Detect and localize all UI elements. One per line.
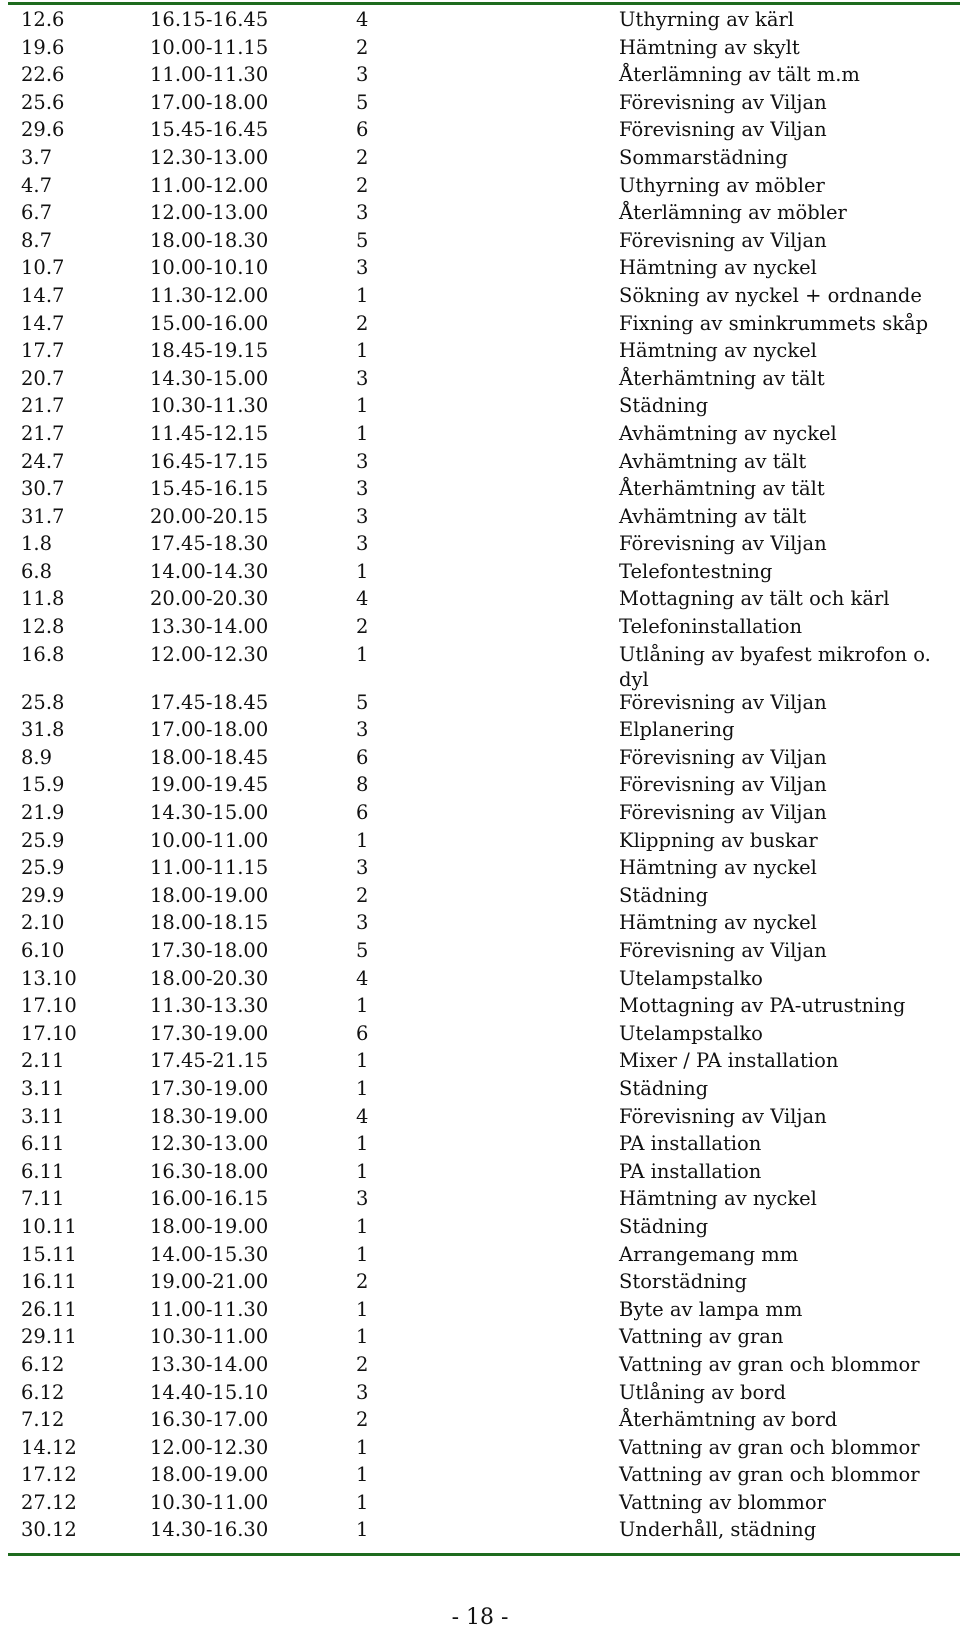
row-count: 1 [356,1435,369,1459]
row-time: 14.40-15.10 [150,1380,269,1404]
row-description: Avhämtning av nyckel [619,421,837,445]
table-row [0,61,960,89]
row-date: 24.7 [21,449,65,473]
row-date: 2.11 [21,1049,65,1073]
row-count: 4 [356,966,369,990]
row-description: Återhämtning av tält [619,366,825,390]
row-description: Avhämtning av tält [619,504,807,528]
row-description: Telefontestning [619,559,773,583]
row-description: Städning [619,883,709,907]
row-count: 1 [356,1518,369,1542]
row-description: Förevisning av Viljan [619,228,827,252]
row-count: 2 [356,145,369,169]
row-count: 8 [356,773,369,797]
row-count: 1 [356,421,369,445]
row-date: 14.7 [21,311,65,335]
table-row [0,1268,960,1296]
row-date: 7.12 [21,1408,65,1432]
row-date: 26.11 [21,1297,77,1321]
row-count: 3 [356,449,369,473]
table-row [0,965,960,993]
table-row [0,116,960,144]
row-description: Sökning av nyckel + ordnande [619,283,922,307]
row-date: 6.12 [21,1380,65,1404]
row-count: 1 [356,1490,369,1514]
row-count: 6 [356,745,369,769]
row-count: 1 [356,994,369,1018]
row-date: 3.7 [21,145,53,169]
row-time: 18.30-19.00 [150,1104,269,1128]
top-rule [8,2,960,5]
table-row [0,282,960,310]
row-description: Återhämtning av tält [619,477,825,501]
row-count: 4 [356,1104,369,1128]
row-time: 16.15-16.45 [150,8,269,31]
row-count: 6 [356,801,369,825]
row-count: 3 [356,63,369,87]
row-count: 3 [356,366,369,390]
row-count: 5 [356,228,369,252]
row-time: 16.30-17.00 [150,1408,269,1432]
row-time: 18.45-19.15 [150,339,269,363]
row-date: 29.9 [21,883,65,907]
row-count: 1 [356,1132,369,1156]
table-row [0,89,960,117]
row-time: 10.30-11.00 [150,1490,269,1514]
table-row [0,689,960,717]
table-row [0,882,960,910]
row-count: 1 [356,642,369,666]
row-description: Arrangemang mm [619,1242,799,1266]
row-date: 31.8 [21,718,65,742]
row-count: 5 [356,939,369,962]
row-time: 18.00-18.15 [150,911,269,935]
row-date: 17.10 [21,1021,77,1045]
row-time: 14.30-15.00 [150,801,269,825]
row-time: 15.00-16.00 [150,311,269,335]
row-time: 18.00-18.45 [150,745,269,769]
row-date: 25.8 [21,690,65,714]
row-count: 2 [356,1408,369,1432]
table-row [0,1323,960,1351]
row-date: 6.7 [21,201,53,225]
row-time: 18.00-19.00 [150,1214,269,1238]
row-date: 21.7 [21,394,65,418]
row-count: 2 [356,35,369,59]
row-count: 1 [356,1159,369,1183]
row-description: Förevisning av Viljan [619,1104,827,1128]
table-row [0,1130,960,1158]
row-date: 20.7 [21,366,65,390]
row-count: 3 [356,256,369,280]
table-row [0,854,960,882]
table-row [0,827,960,855]
row-time: 12.30-13.00 [150,145,269,169]
row-time: 11.00-11.30 [150,1297,269,1321]
row-description: Förevisning av Viljan [619,532,827,556]
row-description: Återhämtning av bord [619,1408,838,1432]
table-row [0,392,960,420]
row-time: 17.30-19.00 [150,1076,269,1100]
row-description: Avhämtning av tält [619,449,807,473]
row-date: 2.10 [21,911,65,935]
row-description: Mixer / PA installation [619,1049,839,1073]
row-description: Vattning av gran och blommor [619,1352,920,1376]
row-date: 27.12 [21,1490,77,1514]
row-time: 17.30-19.00 [150,1021,269,1045]
row-time: 11.30-12.00 [150,283,269,307]
row-date: 7.11 [21,1187,65,1211]
row-date: 31.7 [21,504,65,528]
row-description: Förevisning av Viljan [619,90,827,114]
row-date: 16.8 [21,642,65,666]
table-row [0,1379,960,1407]
row-description: Förevisning av Viljan [619,745,827,769]
table-row [0,1461,960,1489]
row-count: 3 [356,911,369,935]
row-time: 13.30-14.00 [150,615,269,639]
row-time: 15.45-16.15 [150,477,269,501]
row-description: Städning [619,1214,709,1238]
row-date: 8.9 [21,745,53,769]
row-date: 17.10 [21,994,77,1018]
row-description: Förevisning av Viljan [619,939,827,962]
row-date: 21.7 [21,421,65,445]
table-row [0,1489,960,1517]
row-time: 20.00-20.30 [150,587,269,611]
row-description: Vattning av gran [619,1325,784,1349]
row-time: 17.45-18.45 [150,690,269,714]
row-time: 12.00-12.30 [150,642,269,666]
row-count: 1 [356,339,369,363]
row-description: Hämtning av nyckel [619,339,817,363]
row-description: Fixning av sminkrummets skåp [619,311,929,335]
table-row [0,1213,960,1241]
row-time: 14.30-16.30 [150,1518,269,1542]
row-description: Förevisning av Viljan [619,801,827,825]
row-count: 1 [356,1214,369,1238]
row-description: PA installation [619,1159,762,1183]
table-row [0,909,960,937]
row-time: 12.00-13.00 [150,201,269,225]
row-time: 12.30-13.00 [150,1132,269,1156]
row-date: 30.12 [21,1518,77,1542]
table-row [0,475,960,503]
table-row [0,337,960,365]
table-row [0,1406,960,1434]
row-description: Mottagning av tält och kärl [619,587,890,611]
row-description: Hämtning av nyckel [619,911,817,935]
row-description: Vattning av gran och blommor [619,1435,920,1459]
table-row [0,1516,960,1544]
row-description: Förevisning av Viljan [619,690,827,714]
row-count: 3 [356,201,369,225]
table-row [0,227,960,255]
row-date: 10.11 [21,1214,77,1238]
row-date: 15.9 [21,773,65,797]
row-date: 16.11 [21,1270,77,1294]
row-time: 16.00-16.15 [150,1187,269,1211]
table-row [0,799,960,827]
row-count: 1 [356,1242,369,1266]
row-date: 17.7 [21,339,65,363]
row-time: 17.00-18.00 [150,718,269,742]
row-count: 5 [356,90,369,114]
row-description: Städning [619,1076,709,1100]
table-row [0,1296,960,1324]
table-row [0,1103,960,1131]
row-description: Telefoninstallation [619,615,803,639]
row-count: 3 [356,1380,369,1404]
row-time: 16.45-17.15 [150,449,269,473]
row-count: 1 [356,283,369,307]
table-row [0,1047,960,1075]
table-row [0,1434,960,1462]
table-row [0,641,960,689]
row-description: Städning [619,394,709,418]
row-count: 3 [356,504,369,528]
table-row [0,716,960,744]
row-description: Uthyrning av möbler [619,173,825,197]
row-time: 17.00-18.00 [150,90,269,114]
row-time: 17.45-18.30 [150,532,269,556]
table-row [0,1241,960,1269]
row-description: Återlämning av tält m.m [619,63,860,87]
row-date: 6.12 [21,1352,65,1376]
row-time: 18.00-18.30 [150,228,269,252]
table-row [0,937,960,965]
row-description: Sommarstädning [619,145,788,169]
row-description: Vattning av gran och blommor [619,1463,920,1487]
row-date: 8.7 [21,228,53,252]
row-description: Utelampstalko [619,966,763,990]
row-time: 17.45-21.15 [150,1049,269,1073]
table-row [0,199,960,227]
row-count: 2 [356,615,369,639]
row-date: 25.9 [21,856,65,880]
row-time: 19.00-19.45 [150,773,269,797]
bottom-rule [8,1553,960,1556]
table-row [0,503,960,531]
row-description: Klippning av buskar [619,828,818,852]
row-count: 3 [356,532,369,556]
row-date: 4.7 [21,173,53,197]
table-row [0,6,960,34]
row-count: 4 [356,587,369,611]
row-date: 12.6 [21,8,65,31]
row-description: Hämtning av nyckel [619,1187,817,1211]
row-count: 2 [356,173,369,197]
row-description: Utlåning av byafest mikrofon o. dyl [619,642,931,691]
row-date: 15.11 [21,1242,77,1266]
row-date: 25.9 [21,828,65,852]
row-description: Byte av lampa mm [619,1297,803,1321]
row-date: 6.11 [21,1159,65,1183]
row-date: 10.7 [21,256,65,280]
row-time: 12.00-12.30 [150,1435,269,1459]
row-time: 20.00-20.15 [150,504,269,528]
row-description: Underhåll, städning [619,1518,817,1542]
table-row [0,1075,960,1103]
row-time: 10.30-11.00 [150,1325,269,1349]
row-description: Mottagning av PA-utrustning [619,994,906,1018]
page-number: - 18 - [451,1605,509,1630]
table-row [0,34,960,62]
row-time: 18.00-19.00 [150,883,269,907]
row-date: 25.6 [21,90,65,114]
row-description: Elplanering [619,718,735,742]
table-row [0,448,960,476]
row-time: 14.30-15.00 [150,366,269,390]
row-description: Förevisning av Viljan [619,773,827,797]
row-count: 2 [356,1270,369,1294]
row-count: 1 [356,1049,369,1073]
row-description: Förevisning av Viljan [619,118,827,142]
row-count: 5 [356,690,369,714]
row-time: 11.00-11.30 [150,63,269,87]
table-row [0,585,960,613]
row-time: 10.00-10.10 [150,256,269,280]
table-row [0,613,960,641]
row-time: 11.00-12.00 [150,173,269,197]
row-description: Hämtning av skylt [619,35,800,59]
row-count: 1 [356,1076,369,1100]
row-time: 11.45-12.15 [150,421,269,445]
table-row [0,992,960,1020]
row-date: 12.8 [21,615,65,639]
table-row [0,254,960,282]
row-time: 15.45-16.45 [150,118,269,142]
row-date: 22.6 [21,63,65,87]
row-date: 19.6 [21,35,65,59]
table-row [0,144,960,172]
row-time: 10.00-11.00 [150,828,269,852]
row-date: 21.9 [21,801,65,825]
row-time: 18.00-19.00 [150,1463,269,1487]
table-row [0,771,960,799]
table-row [0,172,960,200]
row-date: 14.12 [21,1435,77,1459]
row-time: 17.30-18.00 [150,939,269,962]
row-count: 1 [356,1297,369,1321]
row-date: 3.11 [21,1104,65,1128]
row-date: 17.12 [21,1463,77,1487]
row-description: Hämtning av nyckel [619,256,817,280]
row-count: 3 [356,718,369,742]
table-row [0,1158,960,1186]
table-row [0,420,960,448]
row-count: 3 [356,856,369,880]
row-count: 1 [356,1463,369,1487]
row-time: 14.00-15.30 [150,1242,269,1266]
row-time: 19.00-21.00 [150,1270,269,1294]
row-count: 3 [356,1187,369,1211]
row-count: 3 [356,477,369,501]
row-date: 6.11 [21,1132,65,1156]
row-count: 2 [356,1352,369,1376]
row-time: 16.30-18.00 [150,1159,269,1183]
row-time: 14.00-14.30 [150,559,269,583]
row-count: 1 [356,394,369,418]
row-time: 18.00-20.30 [150,966,269,990]
table-row [0,1351,960,1379]
table-row [0,1185,960,1213]
row-date: 6.10 [21,939,65,962]
row-count: 4 [356,8,369,31]
row-date: 29.6 [21,118,65,142]
table-row [0,310,960,338]
row-count: 2 [356,883,369,907]
row-description: Hämtning av nyckel [619,856,817,880]
table-row [0,1020,960,1048]
row-date: 29.11 [21,1325,77,1349]
activity-log-table [0,6,960,1544]
row-date: 1.8 [21,532,53,556]
row-date: 11.8 [21,587,65,611]
table-row [0,530,960,558]
row-description: Återlämning av möbler [619,201,847,225]
row-description: Storstädning [619,1270,748,1294]
table-row [0,558,960,586]
row-count: 1 [356,559,369,583]
row-count: 2 [356,311,369,335]
row-date: 3.11 [21,1076,65,1100]
row-description: Uthyrning av kärl [619,8,795,31]
row-time: 10.30-11.30 [150,394,269,418]
row-count: 6 [356,118,369,142]
row-date: 6.8 [21,559,53,583]
row-time: 11.30-13.30 [150,994,269,1018]
row-description: Vattning av blommor [619,1490,826,1514]
table-row [0,365,960,393]
row-time: 10.00-11.15 [150,35,269,59]
row-time: 11.00-11.15 [150,856,269,880]
row-date: 30.7 [21,477,65,501]
row-date: 13.10 [21,966,77,990]
row-description: Utelampstalko [619,1021,763,1045]
row-description: Utlåning av bord [619,1380,787,1404]
row-description: PA installation [619,1132,762,1156]
row-count: 6 [356,1021,369,1045]
row-date: 14.7 [21,283,65,307]
row-count: 1 [356,1325,369,1349]
row-time: 13.30-14.00 [150,1352,269,1376]
table-row [0,744,960,772]
row-count: 1 [356,828,369,852]
